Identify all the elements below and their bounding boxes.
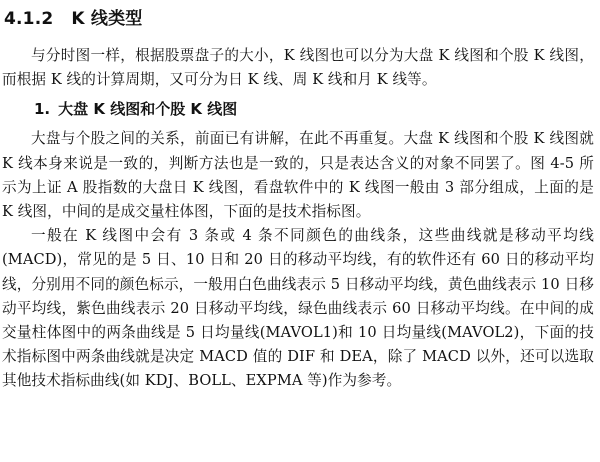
paragraph-intro: 与分时图一样，根据股票盘子的大小，K 线图也可以分为大盘 K 线图和个股 K 线图，而根据 K 线的计算周期，又可分为日 K 线、周 K 线和月 K 线等。 — [2, 47, 594, 89]
section-title: K 线类型 — [71, 9, 143, 29]
paragraph-market-vs-stock: 大盘与个股之间的关系，前面已有讲解，在此不再重复。大盘 K 线图和个股 K 线图就 K 线本身来说是一致的，判断方法也是一致的，只是表达含义的对象不同罢了。图 4-5 所示为上证 A 股指数的大盘日 K 线图，看盘软件中的 K 线图一般由 3 部分组成，上面的是 K 线图，中间的是成交量柱体图，下面的是技术指标图。 — [2, 130, 594, 221]
paragraph-moving-averages: 一般在 K 线图中会有 3 条或 4 条不同颜色的曲线条，这些曲线就是移动平均线(MACD)，常见的是 5 日、10 日和 20 日的移动平均线，有的软件还有 60 日的移动平均线，分别用不同的颜色标示，一般用白色曲线表示 5 日移动平均线，黄色曲线表示 10 日移动平均线，紫色曲线表示 20 日移动平均线，绿色曲线表示 60 日移动平均线。在中间的成交量柱体图中的两条曲线是 5 日均量线(MAVOL1)和 10 日均量线(MAVOL2)，下面的技术指标图中两条曲线就是决定 MACD 值的 DIF 和 DEA，除了 MACD 以外，还可以选取其他技术指标曲线(如 KDJ、BOLL、EXPMA 等)作为参考。 — [2, 227, 594, 390]
subsection-number: 1. — [34, 100, 51, 119]
section-number: 4.1.2 — [4, 9, 54, 29]
subsection-heading — [34, 98, 594, 120]
subsection-title: 大盘 K 线图和个股 K 线图 — [58, 100, 238, 119]
section-heading — [4, 8, 594, 30]
